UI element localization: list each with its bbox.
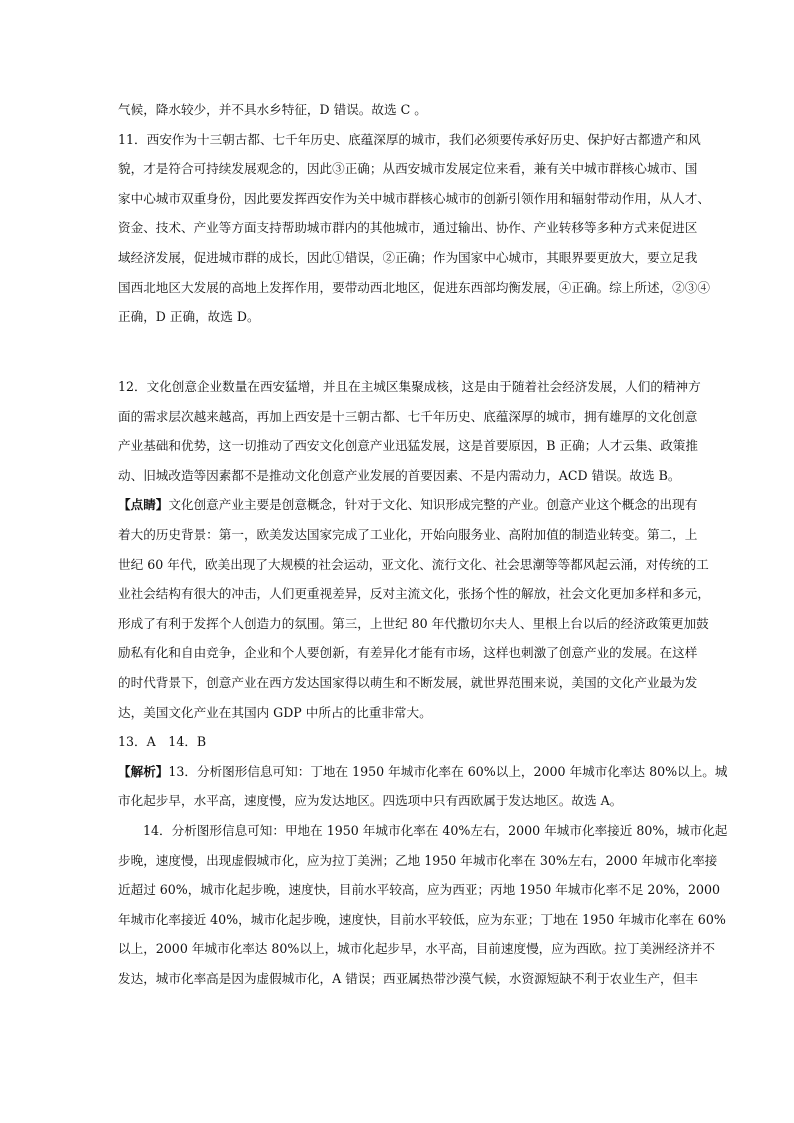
text-line: 近超过 60%，城市化起步晚，速度快，目前水平较高，应为西亚；丙地 1950 年城市化率不足 20%，2000	[118, 882, 721, 898]
text-line: 国西北地区大发展的高地上发挥作用，要带动西北地区，促进东西部均衡发展，④正确。综上所述，②③④	[118, 279, 710, 295]
text-line: 11．西安作为十三朝古都、七千年历史、底蕴深厚的城市，我们必须要传承好历史、保护好古都遗产和风	[118, 131, 701, 147]
text-line: 产业基础和优势，这一切推动了西安文化创意产业迅猛发展，这是首要原因，B 正确；人才云集、政策推	[118, 438, 698, 454]
text-line: 业社会结构有很大的冲击，人们更重视差异，反对主流文化，张扬个性的解放，社会文化更加多样和多元，	[118, 586, 710, 602]
text-line: 资金、技术、产业等方面支持帮助城市群内的其他城市，通过输出、协作、产业转移等多种方式来促进区	[118, 220, 698, 236]
block-q10-q11	[118, 95, 710, 332]
text-line: 14．分析图形信息可知：甲地在 1950 年城市化率在 40%左右，2000 年城市化率接近 80%，城市化起	[143, 822, 728, 838]
text-line: 形成了有利于发挥个人创造力的氛围。第三，上世纪 80 年代撒切尔夫人、里根上台以后的经济政策更加鼓	[118, 615, 709, 631]
text-line: 的时代背景下，创意产业在西方发达国家得以萌生和不断发展，就世界范围来说，美国的文化产业最为发	[118, 674, 698, 690]
text-line: 动、旧城改造等因素都不是推动文化创意产业发展的首要因素、不是内需动力，ACD 错误。故选 B。	[118, 467, 681, 483]
dianjing-text: 文化创意产业主要是创意概念，针对于文化、知识形成完整的产业。创意产业这个概念的出现有	[168, 497, 698, 513]
text-line: 步晚，速度慢，出现虚假城市化，应为拉丁美洲；乙地 1950 年城市化率在 30%左右，2000 年城市化率接	[118, 852, 718, 868]
text-line: 世纪 60 年代，欧美出现了大规模的社会运动，亚文化、流行文化、社会思潮等等都风起云涌，对传统的工	[118, 556, 709, 572]
text-line: 以上，2000 年城市化率达 80%以上，城市化起步早，水平高，目前速度慢，应为西欧。拉丁美洲经济并不	[118, 941, 715, 957]
dianjing-label: 【点睛】	[118, 497, 169, 513]
text-line: 励私有化和自由竞争，企业和个人要创新，有差异化才能有市场，这样也刺激了创意产业的发展。在这样	[118, 645, 698, 661]
jiexi-text: 13．分析图形信息可知：丁地在 1950 年城市化率在 60%以上，2000 年城市化率达 80%以上。城	[168, 763, 728, 779]
answers-line: 13．A 14．B	[118, 734, 207, 750]
text-line: 12．文化创意企业数量在西安猛增，并且在主城区集聚成核，这是由于随着社会经济发展，人们的精神方	[118, 379, 701, 394]
text-line: 面的需求层次越来越高，再加上西安是十三朝古都、七千年历史、底蕴深厚的城市，拥有雄厚的文化创意	[118, 408, 698, 424]
text-line	[118, 757, 728, 787]
jiexi-label: 【解析】	[118, 763, 169, 779]
text-line: 着大的历史背景：第一，欧美发达国家完成了工业化，开始向服务业、高附加值的制造业转变。第二，上	[118, 526, 698, 542]
text-line: 气候，降水较少，并不具水乡特征，D 错误。故选 C 。	[118, 102, 427, 117]
text-line: 年城市化率接近 40%，城市化起步晚，速度快，目前水平较低，应为东亚；丁地在 1950 年城市化率在 60%	[118, 911, 726, 927]
text-line: 家中心城市双重身份，因此要发挥西安作为关中城市群核心城市的创新引领作用和辐射带动作用，从人才、	[118, 190, 710, 206]
text-line: 市化起步早，水平高，速度慢，应为发达地区。四选项中只有西欧属于发达地区。故选 A。	[118, 793, 623, 809]
text-line: 貌，才是符合可持续发展观念的，因此③正确；从西安城市发展定位来看，兼有关中城市群核心城市、国	[118, 161, 698, 177]
text-line	[118, 490, 698, 520]
text-line: 达，美国文化产业在其国内 GDP 中所占的比重非常大。	[118, 704, 432, 720]
text-line: 域经济发展，促进城市群的成长，因此①错误，②正确；作为国家中心城市，其眼界要更放大，要立足我	[118, 249, 698, 265]
text-line: 发达，城市化率高是因为虚假城市化，A 错误；西亚属热带沙漠气候，水资源短缺不利于农业生产，但丰	[118, 970, 698, 986]
block-q12	[118, 372, 728, 993]
text-line: 正确，D 正确，故选 D。	[118, 309, 260, 325]
